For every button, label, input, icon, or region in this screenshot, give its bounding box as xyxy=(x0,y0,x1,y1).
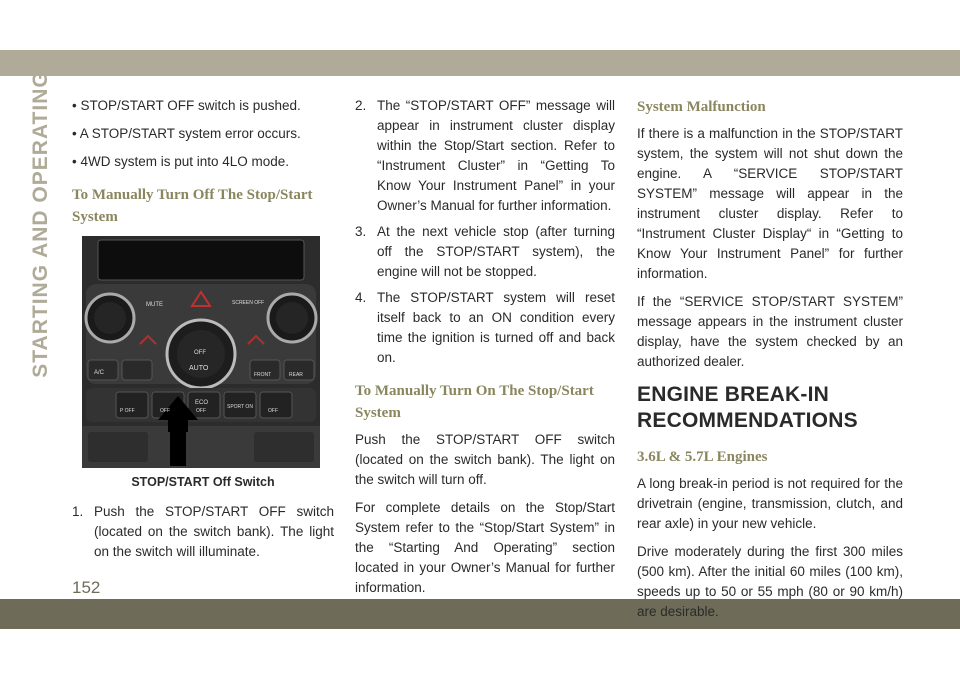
step-text: The “STOP/START OFF” message will appear in instrument cluster display within the Stop/Start section. Refer to “Instrument Cluster” in “Getting To Know Your Instrument Panel” in your Owner’s Manual for further information. xyxy=(377,98,615,213)
auto-label: AUTO xyxy=(189,365,209,372)
step-text: The STOP/START system will reset itself back to an ON condition every time the ignition is turned off and back on. xyxy=(377,290,615,365)
ac-label: A/C xyxy=(94,370,105,376)
hill-descent-off-label: OFF xyxy=(268,408,278,414)
step-number: 3. xyxy=(355,224,367,239)
fan-off-label: OFF xyxy=(194,350,206,356)
front-defrost-label: FRONT xyxy=(254,372,272,378)
column-3 xyxy=(637,96,903,630)
step-item xyxy=(72,502,334,562)
paragraph: Drive moderately during the first 300 miles (500 km). After the initial 60 miles (100 km), speeds up to 50 or 55 mph (80 or 90 km/h) are desirable. xyxy=(637,544,903,619)
stop-start-off-label: OFF xyxy=(160,408,170,414)
chapter-heading: ENGINE BREAK-IN RECOMMENDATIONS xyxy=(637,383,858,432)
section-tab xyxy=(28,70,54,378)
paragraph: A long break-in period is not required for the drivetrain (engine, transmission, clutch, and rear axle) in your new vehicle. xyxy=(637,476,903,531)
step-item xyxy=(355,222,615,282)
paragraph: If the “SERVICE STOP/START SYSTEM” message appears in the instrument cluster display, have the system checked by an authorized dealer. xyxy=(637,294,903,369)
page-number: 152 xyxy=(72,578,101,597)
section-tab-label: STARTING AND OPERATING xyxy=(29,70,52,378)
header-band xyxy=(0,50,960,76)
column-1 xyxy=(72,96,334,568)
section-heading: 3.6L & 5.7L Engines xyxy=(637,449,768,465)
bullet-item: • A STOP/START system error occurs. xyxy=(72,126,301,141)
switch-bank-photo xyxy=(82,236,320,468)
rear-defrost-label: REAR xyxy=(289,372,303,378)
paragraph: For complete details on the Stop/Start System refer to the “Stop/Start System” in the “Starting And Operating” section located in your Owner’s Manual for further information. xyxy=(355,500,615,595)
bullet-item: • 4WD system is put into 4LO mode. xyxy=(72,154,290,169)
column-2 xyxy=(355,96,615,606)
step-number: 4. xyxy=(355,290,367,305)
step-text: At the next vehicle stop (after turning off the STOP/START system), the engine will not be stopped. xyxy=(377,224,615,279)
sport-on-label: SPORT ON xyxy=(227,404,253,410)
section-heading: System Malfunction xyxy=(637,99,766,115)
step-text: Push the STOP/START OFF switch (located on the switch bank). The light on the switch will illuminate. xyxy=(94,504,334,559)
steps-list-1 xyxy=(72,502,334,562)
steps-list-2 xyxy=(355,96,615,368)
park-assist-off-label: P OFF xyxy=(120,408,135,414)
step-item xyxy=(355,288,615,368)
step-number: 1. xyxy=(72,504,84,519)
step-item xyxy=(355,96,615,216)
step-number: 2. xyxy=(355,98,367,113)
section-heading: To Manually Turn On The Stop/Start System xyxy=(355,383,594,421)
paragraph: Push the STOP/START OFF switch (located on the switch bank). The light on the switch will turn off. xyxy=(355,432,615,487)
bullet-item: • STOP/START OFF switch is pushed. xyxy=(72,98,301,113)
paragraph: If there is a malfunction in the STOP/START system, the system will not shut down the engine. A “SERVICE STOP/START SYSTEM” message will appear in the instrument cluster display. Refer to “Instrument Cluster Display“ in “Getting to Know Your Instrument Panel” for further information. xyxy=(637,126,903,281)
eco-off-label: OFF xyxy=(196,408,206,414)
mute-label: MUTE xyxy=(146,302,163,308)
screen-off-label: SCREEN OFF xyxy=(232,300,265,306)
section-heading: To Manually Turn Off The Stop/Start System xyxy=(72,187,313,225)
photo-caption: STOP/START Off Switch xyxy=(131,475,275,489)
eco-label: ECO xyxy=(195,400,209,406)
